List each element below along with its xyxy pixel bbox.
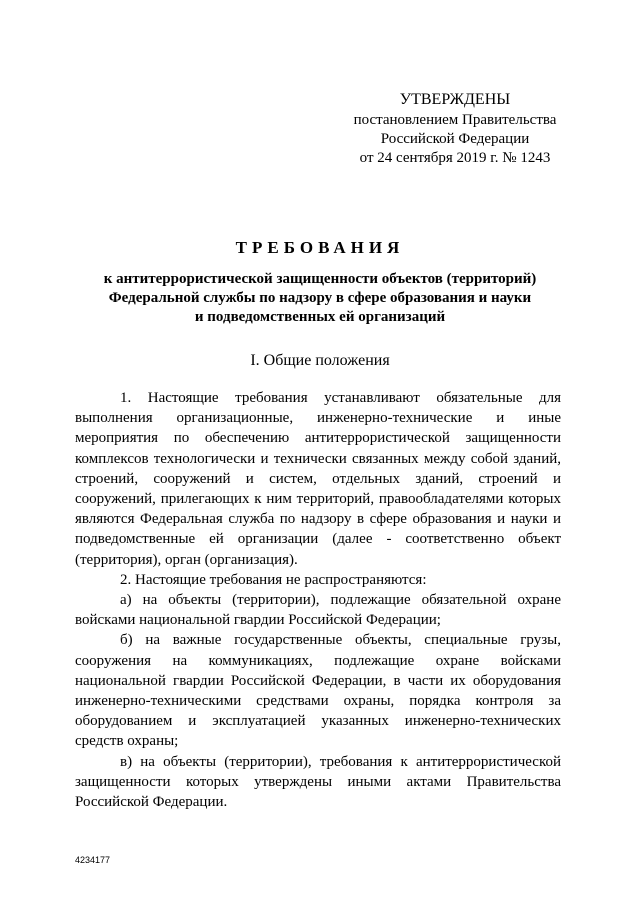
paragraph-2a: а) на объекты (территории), подлежащие обязательной охране войсками национальной гвардии Российской Федерации; [75, 592, 561, 629]
approval-line-2: Российской Федерации [380, 131, 530, 147]
approval-line-1: постановлением Правительства [353, 112, 557, 128]
document-code: 4234177 [75, 855, 111, 865]
paragraph-1: 1. Настоящие требования устанавливают обязательные для выполнения организационные, инженерно-технические и иные мероприятия по обеспечению антитеррористической защищенности комплексов технологически и технически связанных между собой зданий, строений, сооружений и систем, отдельных зданий, строений и сооружений, прилегающих к ним территорий, правообладателями которых являются Федеральная служба по надзору в сфере образования и науки и подведомственные ей организации (далее - соответственно объект (территория), орган (организация). [75, 390, 561, 568]
approval-line-3: от 24 сентября 2019 г. № 1243 [359, 150, 551, 166]
document-subtitle-line-3: и подведомственных ей организаций [194, 309, 446, 325]
paragraph-2: 2. Настоящие требования не распространяются: [120, 571, 427, 588]
document-subtitle-line-2: Федеральной службы по надзору в сфере образования и науки [108, 290, 532, 306]
section-heading: I. Общие положения [250, 352, 390, 369]
paragraph-2c: в) на объекты (территории), требования к антитеррористической защищенности которых утверждены иными актами Правительства Российской Федерации. [75, 753, 561, 811]
document-title-block [60, 238, 580, 327]
approval-title: УТВЕРЖДЕНЫ [399, 91, 511, 108]
approval-block [345, 90, 565, 168]
document-subtitle-line-1: к антитеррористической защищенности объектов (территорий) [103, 271, 537, 287]
document-title: ТРЕБОВАНИЯ [235, 238, 405, 257]
paragraph-2b: б) на важные государственные объекты, специальные грузы, сооружения на коммуникациях, подлежащие охране войсками национальной гвардии Российской Федерации, в части их оборудования инженерно-техническими средствами охраны, порядка контроля за оборудованием и эксплуатацией указанных инженерно-технических средств охраны; [75, 632, 561, 750]
section-body [75, 388, 561, 812]
